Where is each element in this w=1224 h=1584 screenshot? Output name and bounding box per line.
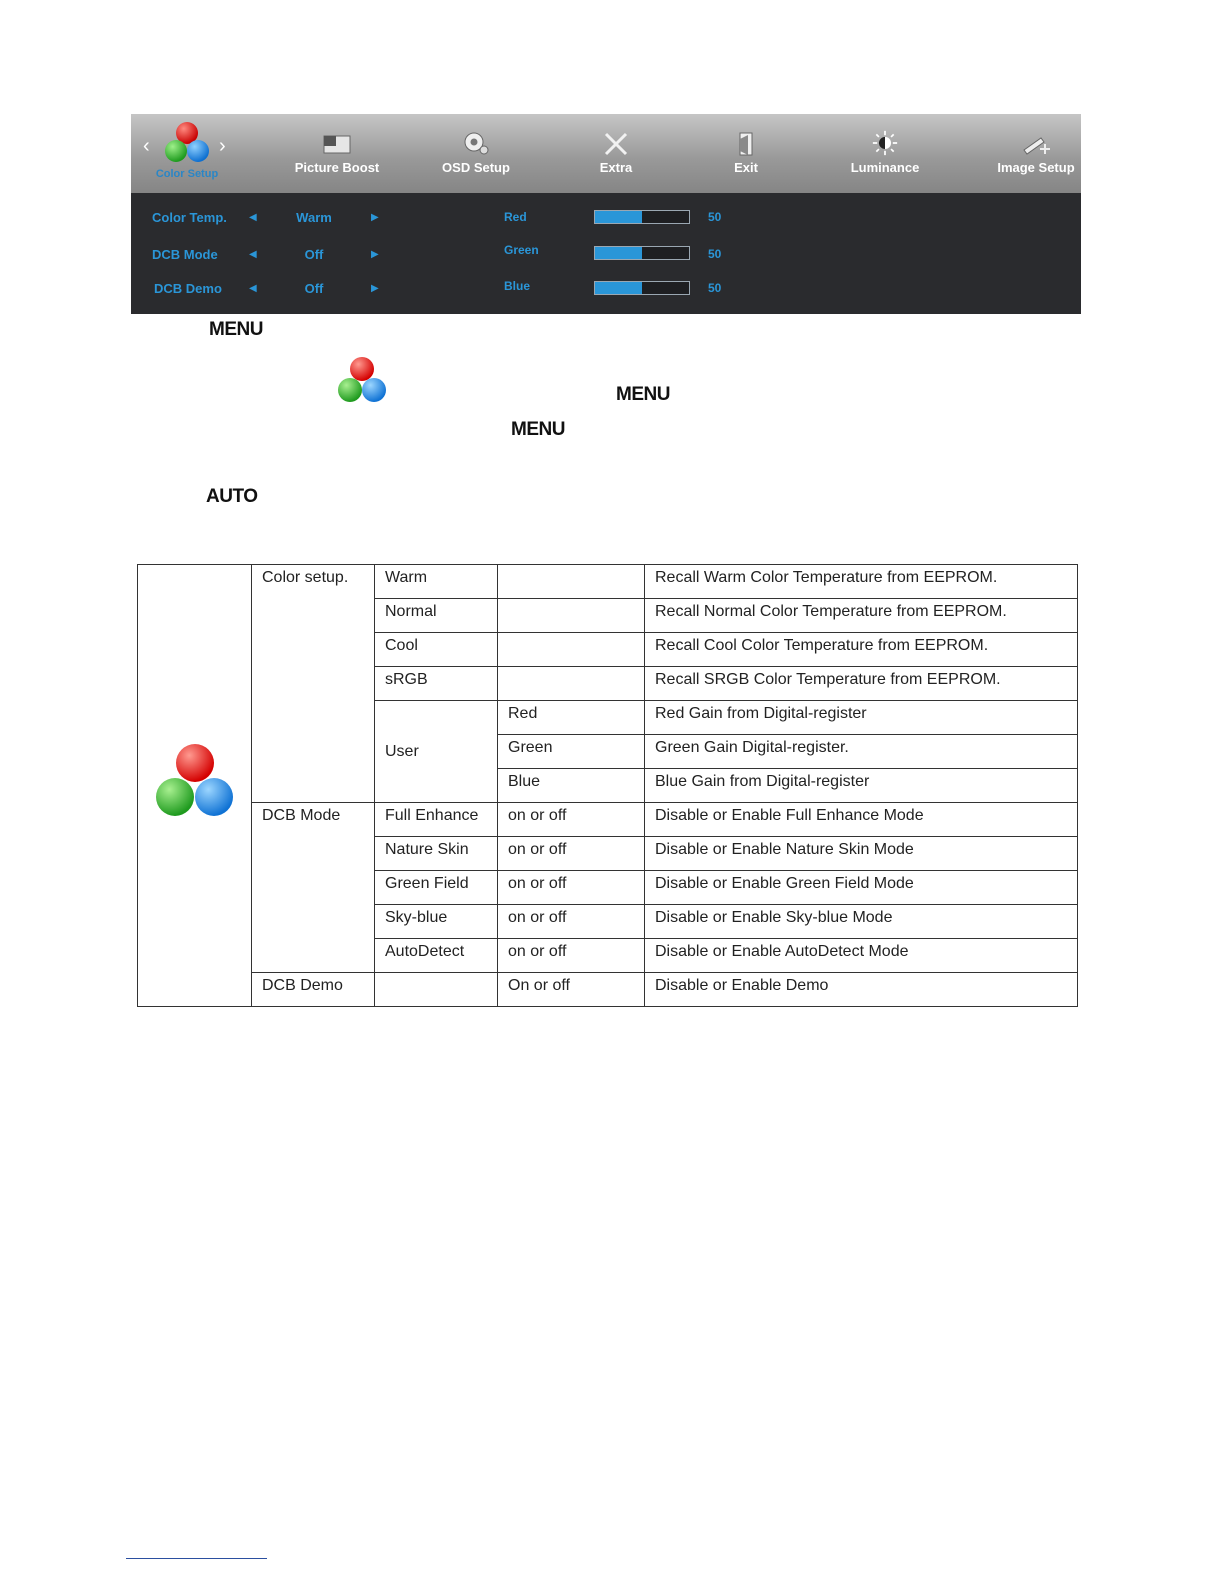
tab-osd-setup[interactable] xyxy=(436,130,516,175)
channel-value: 50 xyxy=(708,210,722,224)
color-setup-icon xyxy=(154,743,236,819)
channel-label: Red xyxy=(504,210,527,224)
tab-label: Image Setup xyxy=(997,160,1075,175)
chevron-right-icon[interactable]: › xyxy=(219,135,226,157)
exit-icon xyxy=(731,130,761,156)
extra-icon xyxy=(601,130,631,156)
table-cell: AutoDetect xyxy=(375,939,498,973)
table-cell: on or off xyxy=(498,939,645,973)
table-cell xyxy=(498,633,645,667)
table-cell: Disable or Enable Green Field Mode xyxy=(645,871,1078,905)
auto-key-label: AUTO xyxy=(206,486,258,507)
color-setup-menu-table xyxy=(137,564,1078,1007)
setting-label: DCB Demo xyxy=(154,281,222,296)
table-cell: Green xyxy=(498,735,645,769)
table-cell: Blue xyxy=(498,769,645,803)
table-cell: Sky-blue xyxy=(375,905,498,939)
table-cell: Disable or Enable Full Enhance Mode xyxy=(645,803,1078,837)
menu-key-label: MENU xyxy=(616,384,670,405)
table-cell: Nature Skin xyxy=(375,837,498,871)
table-cell: Warm xyxy=(375,565,498,599)
osd-tab-bar xyxy=(131,114,1081,193)
channel-label: Blue xyxy=(504,279,531,293)
tab-exit[interactable] xyxy=(721,130,771,175)
table-cell: on or off xyxy=(498,803,645,837)
table-cell: Recall Cool Color Temperature from EEPROM. xyxy=(645,633,1078,667)
table-cell: Disable or Enable Nature Skin Mode xyxy=(645,837,1078,871)
setting-label: Color Temp. xyxy=(152,210,227,225)
slider-fill xyxy=(595,247,642,259)
tab-label: Luminance xyxy=(850,160,920,175)
table-cell: On or off xyxy=(498,973,645,1007)
table-cell: Red xyxy=(498,701,645,735)
table-cell: Green Field xyxy=(375,871,498,905)
chevron-left-icon[interactable]: ‹ xyxy=(143,135,150,157)
table-cell xyxy=(498,667,645,701)
tab-luminance[interactable] xyxy=(843,130,927,175)
osd-row-dcb-demo[interactable] xyxy=(131,281,1081,301)
table-cell: Disable or Enable Sky-blue Mode xyxy=(645,905,1078,939)
setting-value: Warm xyxy=(296,210,332,225)
tab-picture-boost[interactable] xyxy=(291,130,383,175)
tab-extra[interactable] xyxy=(586,130,646,175)
image-setup-icon xyxy=(1021,130,1051,156)
table-cell xyxy=(498,565,645,599)
table-row xyxy=(138,803,1078,837)
osd-row-dcb-mode[interactable] xyxy=(131,243,1081,267)
blue-gain-slider[interactable] xyxy=(594,281,690,295)
triangle-left-icon[interactable]: ◀ xyxy=(249,249,257,260)
channel-value: 50 xyxy=(708,247,722,261)
tab-label: Picture Boost xyxy=(294,160,380,175)
table-cell: sRGB xyxy=(375,667,498,701)
slider-fill xyxy=(595,211,642,223)
setting-value: Off xyxy=(304,247,324,262)
triangle-left-icon[interactable]: ◀ xyxy=(249,283,257,294)
color-balls-icon xyxy=(151,118,223,168)
green-gain-slider[interactable] xyxy=(594,246,690,260)
channel-label: Green xyxy=(504,243,539,257)
setting-label: DCB Mode xyxy=(152,247,218,262)
table-cell: on or off xyxy=(498,905,645,939)
setting-value: Off xyxy=(304,281,324,296)
table-cell: on or off xyxy=(498,871,645,905)
table-cell: User xyxy=(375,701,498,803)
table-row xyxy=(138,565,1078,599)
table-cell: DCB Demo xyxy=(252,973,375,1007)
table-cell: Red Gain from Digital-register xyxy=(645,701,1078,735)
table-cell: Blue Gain from Digital-register xyxy=(645,769,1078,803)
table-cell: Disable or Enable AutoDetect Mode xyxy=(645,939,1078,973)
triangle-left-icon[interactable]: ◀ xyxy=(249,212,257,223)
tab-image-setup[interactable] xyxy=(995,130,1077,175)
menu-key-label: MENU xyxy=(511,419,565,440)
triangle-right-icon[interactable]: ▶ xyxy=(371,283,379,294)
footnote-separator xyxy=(126,1558,267,1559)
table-cell: Normal xyxy=(375,599,498,633)
table-cell: Green Gain Digital-register. xyxy=(645,735,1078,769)
osd-menu-screenshot xyxy=(131,114,1081,314)
triangle-right-icon[interactable]: ▶ xyxy=(371,249,379,260)
luminance-icon xyxy=(870,130,900,156)
picture-boost-icon xyxy=(322,130,352,156)
osd-row-color-temp[interactable] xyxy=(131,210,1081,230)
menu-key-label: MENU xyxy=(209,319,263,340)
red-gain-slider[interactable] xyxy=(594,210,690,224)
table-cell: DCB Mode xyxy=(252,803,375,973)
osd-setup-icon xyxy=(461,130,491,156)
tab-label: OSD Setup xyxy=(442,160,510,175)
table-cell xyxy=(498,599,645,633)
table-row xyxy=(138,973,1078,1007)
table-cell: Disable or Enable Demo xyxy=(645,973,1078,1007)
table-cell xyxy=(375,973,498,1007)
table-cell: Recall SRGB Color Temperature from EEPROM. xyxy=(645,667,1078,701)
tab-label: Exit xyxy=(734,160,758,175)
table-cell: Color setup. xyxy=(252,565,375,803)
table-cell: Recall Normal Color Temperature from EEPROM. xyxy=(645,599,1078,633)
tab-color-setup[interactable] xyxy=(151,118,223,188)
channel-value: 50 xyxy=(708,281,722,295)
table-cell: on or off xyxy=(498,837,645,871)
table-cell: Recall Warm Color Temperature from EEPROM. xyxy=(645,565,1078,599)
tab-label: Extra xyxy=(599,160,633,175)
table-icon-cell xyxy=(138,565,252,1007)
table-cell: Cool xyxy=(375,633,498,667)
triangle-right-icon[interactable]: ▶ xyxy=(371,212,379,223)
slider-fill xyxy=(595,282,642,294)
color-setup-icon xyxy=(336,356,388,404)
tab-label: Color Setup xyxy=(155,168,219,180)
table-cell: Full Enhance xyxy=(375,803,498,837)
